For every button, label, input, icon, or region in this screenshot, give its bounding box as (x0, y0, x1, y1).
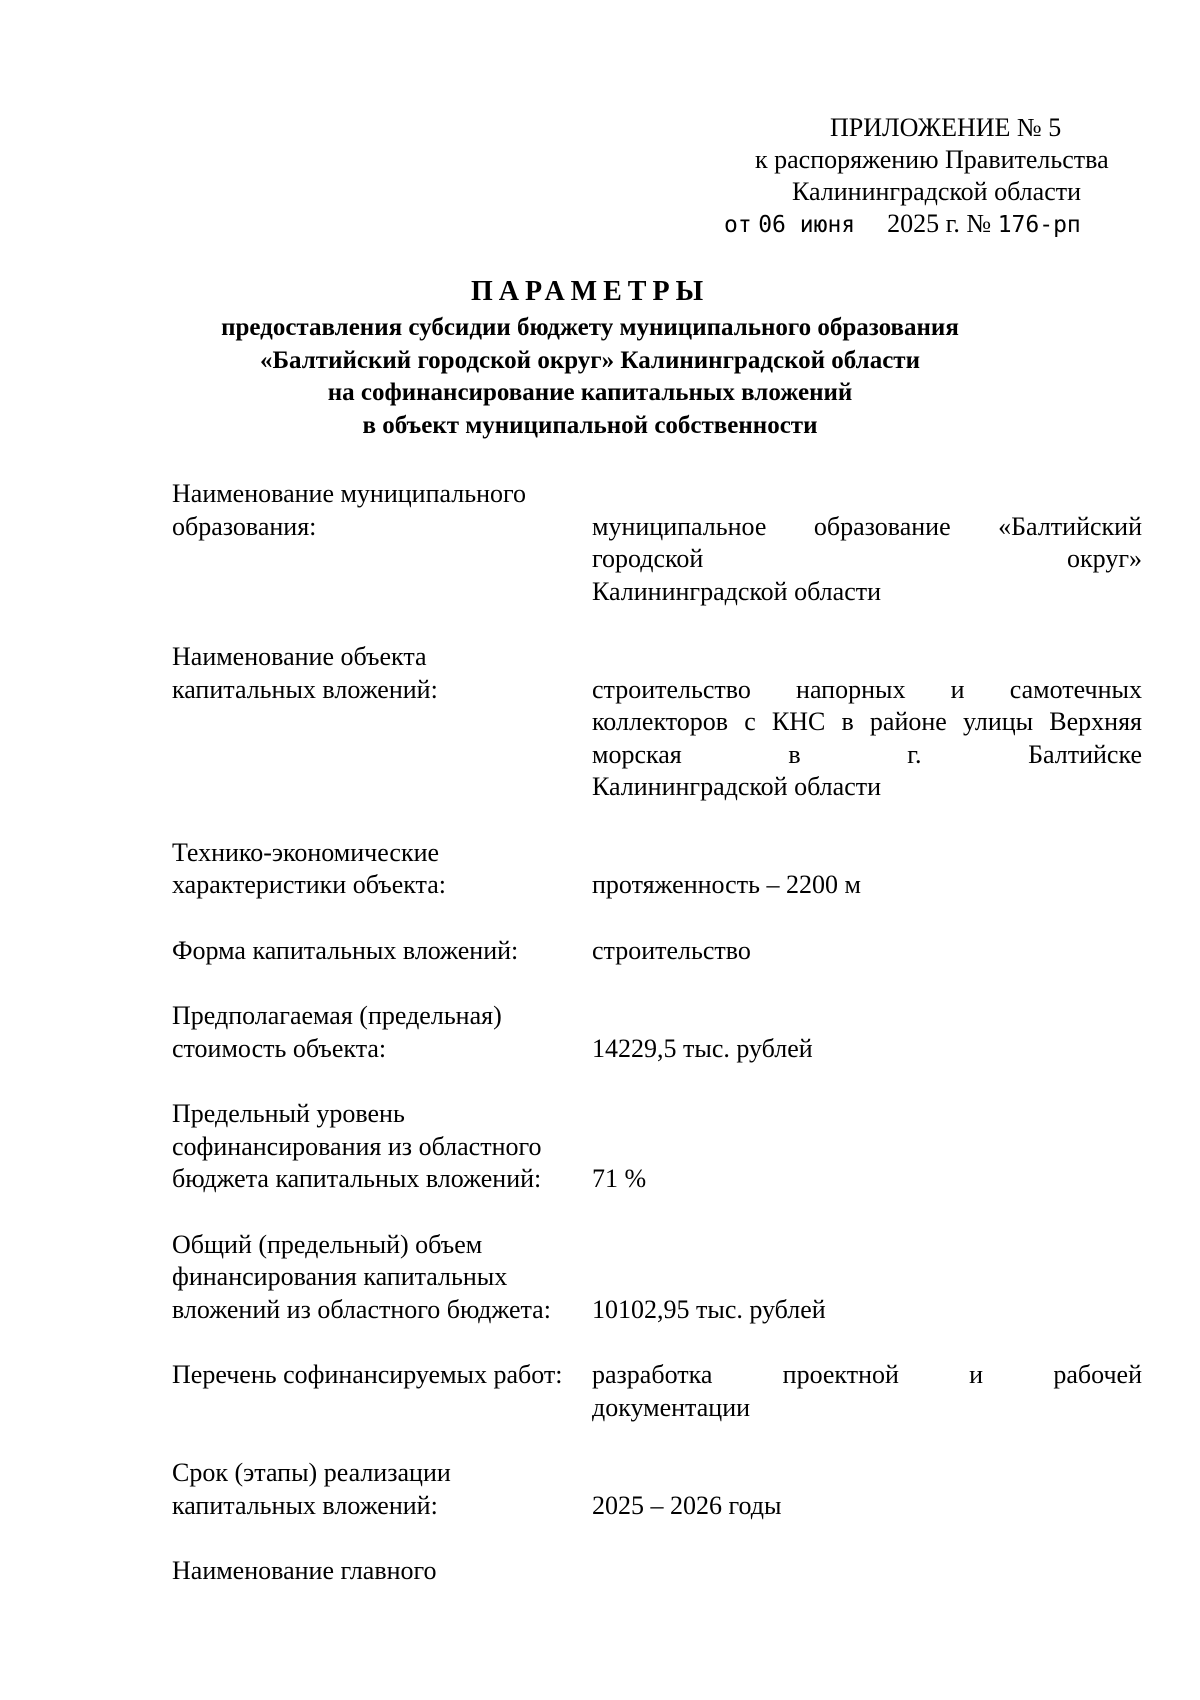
param-row-chief-administrator (172, 1555, 1147, 1588)
param-label: Наименование главного (172, 1556, 437, 1585)
param-value: разработка проектной и рабочей документации (592, 1360, 1142, 1422)
param-label: Наименование объекта капитальных вложений: (172, 642, 438, 704)
param-row-works (172, 1359, 1147, 1424)
appendix-line-2: к распоряжению Правительства (755, 145, 1109, 174)
param-row-total-financing (172, 1229, 1147, 1327)
param-row-term (172, 1457, 1147, 1522)
parameters-list (172, 478, 1147, 1621)
title-main: ПАРАМЕТРЫ (470, 276, 710, 307)
param-label: Предельный уровень софинансирования из областного бюджета капитальных вложений: (172, 1099, 542, 1193)
document-title (160, 272, 1020, 442)
param-row-characteristics (172, 837, 1147, 902)
param-row-municipality (172, 478, 1147, 608)
param-row-form (172, 935, 1147, 968)
param-row-object (172, 641, 1147, 804)
param-value: 10102,95 тыс. рублей (592, 1294, 826, 1324)
param-label: Форма капитальных вложений: (172, 935, 519, 965)
title-line-2: «Балтийский городской округ» Калининградской области (260, 346, 920, 374)
param-value: строительство (592, 935, 751, 965)
title-line-3: на софинансирование капитальных вложений (327, 379, 853, 406)
param-label: Общий (предельный) объем финансирования капитальных вложений из областного бюджета: (172, 1229, 551, 1324)
param-value (592, 1555, 1142, 1588)
param-label: Срок (этапы) реализации капитальных вложений: (172, 1458, 451, 1520)
param-value: протяженность – 2200 м (592, 870, 861, 899)
param-label: Наименование муниципального образования: (172, 479, 527, 541)
appendix-title: ПРИЛОЖЕНИЕ № 5 (830, 113, 1062, 142)
title-line-4: в объект муниципальной собственности (362, 411, 818, 439)
param-value: 14229,5 тыс. рублей (592, 1033, 813, 1063)
param-label: Предполагаемая (предельная) стоимость объекта: (172, 1001, 502, 1063)
param-row-cofinancing-level (172, 1098, 1147, 1196)
param-value: строительство напорных и самотечных коллекторов с КНС в районе улицы Верхняя морская в г. Балтийске Калининградской области (592, 674, 1142, 801)
appendix-date-line (620, 208, 1140, 241)
order-year: 2025 г. № (887, 209, 992, 238)
order-date: 06 июня (758, 212, 856, 238)
title-line-1: предоставления субсидии бюджету муниципального образования (221, 314, 959, 341)
param-value: 71 % (592, 1164, 647, 1193)
param-label: Перечень софинансируемых работ: (172, 1360, 563, 1389)
appendix-line-3: Калининградской области (792, 177, 1082, 206)
param-label: Технико-экономические характеристики объекта: (172, 837, 447, 899)
param-value: муниципальное образование «Балтийский городской округ» Калининградской области (592, 511, 1142, 606)
order-number: 176-рп (997, 212, 1081, 238)
param-row-cost (172, 1000, 1147, 1065)
date-prefix: от (724, 212, 752, 238)
param-value: 2025 – 2026 годы (592, 1490, 782, 1520)
appendix-header (620, 112, 1140, 241)
